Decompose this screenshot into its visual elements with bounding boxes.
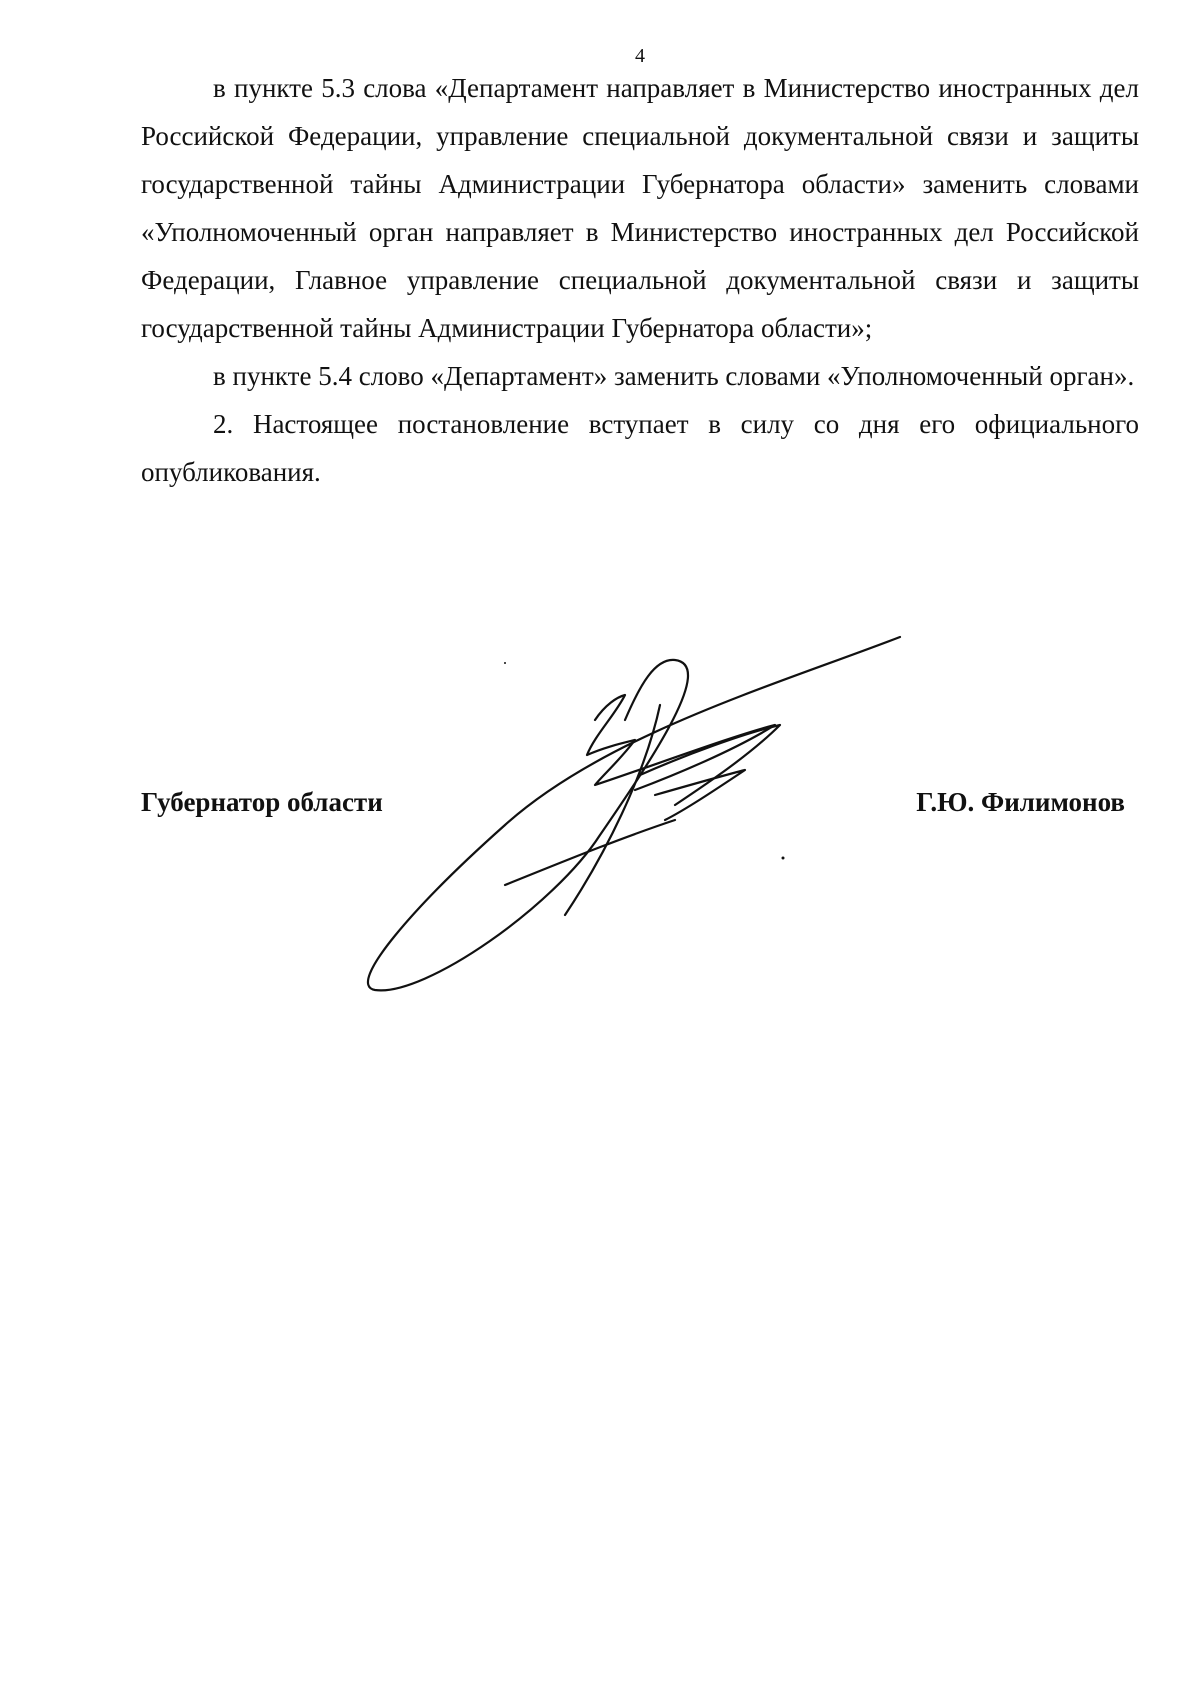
signer-name: Г.Ю. Филимонов xyxy=(916,787,1125,817)
paragraph-item-5-4: в пункте 5.4 слово «Департамент» заменить словами «Уполномоченный орган». xyxy=(213,361,1135,391)
paragraph-effective-date: 2. Настоящее постановление вступает в силу со дня его официального опубликования. xyxy=(141,409,1139,487)
signature-block xyxy=(141,778,1125,826)
document-body xyxy=(141,64,1139,496)
signer-position: Губернатор области xyxy=(141,787,383,817)
paragraph-item-5-3: в пункте 5.3 слова «Департамент направляет в Министерство иностранных дел Российской Федерации, управление специальной документальной связи и защиты государственной тайны Администрации Губернатора области» заменить словами «Уполномоченный орган направляет в Министерство иностранных дел Российской Федерации, Главное управление специальной документальной связи и защиты государственной тайны Администрации Губернатора области»; xyxy=(141,73,1139,343)
page-number: 4 xyxy=(635,45,645,67)
